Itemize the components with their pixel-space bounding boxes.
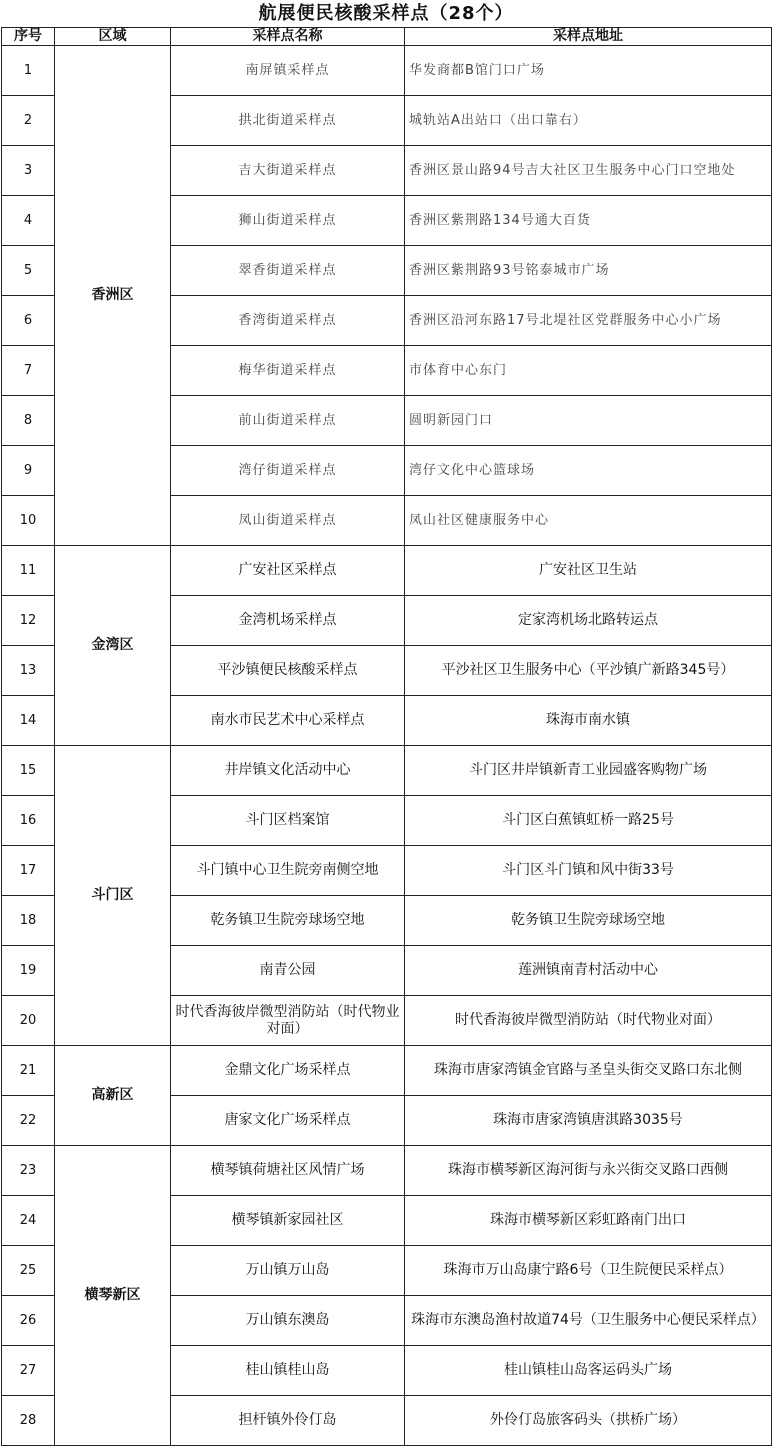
sampling-point-name: 南水市民艺术中心采样点 [171,696,405,746]
region-cell: 斗门区 [55,746,171,1046]
sampling-point-address: 时代香海彼岸微型消防站（时代物业对面） [405,996,772,1046]
row-seq: 4 [2,196,55,246]
sampling-point-name: 梅华街道采样点 [171,346,405,396]
table-row [2,1046,772,1096]
sampling-point-address: 斗门区井岸镇新青工业园盛客购物广场 [405,746,772,796]
sampling-point-address: 斗门区斗门镇和风中街33号 [405,846,772,896]
row-seq: 22 [2,1096,55,1146]
sampling-point-address: 莲洲镇南青村活动中心 [405,946,772,996]
sampling-point-address: 珠海市万山岛康宁路6号（卫生院便民采样点） [405,1246,772,1296]
sampling-point-name: 横琴镇新家园社区 [171,1196,405,1246]
sampling-point-name: 南屏镇采样点 [171,46,405,96]
row-seq: 3 [2,146,55,196]
table-title: 航展便民核酸采样点（28个） [258,3,514,24]
row-seq: 24 [2,1196,55,1246]
row-seq: 19 [2,946,55,996]
sampling-point-name: 凤山街道采样点 [171,496,405,546]
row-seq: 17 [2,846,55,896]
row-seq: 7 [2,346,55,396]
sampling-point-name: 时代香海彼岸微型消防站（时代物业对面） [171,996,405,1046]
sampling-point-address: 珠海市南水镇 [405,696,772,746]
sampling-point-name: 万山镇万山岛 [171,1246,405,1296]
sampling-point-address: 珠海市横琴新区海河街与永兴街交叉路口西侧 [405,1146,772,1196]
row-seq: 2 [2,96,55,146]
sampling-point-address: 凤山社区健康服务中心 [405,496,772,546]
sampling-point-name: 前山街道采样点 [171,396,405,446]
sampling-point-name: 乾务镇卫生院旁球场空地 [171,896,405,946]
sampling-point-name: 桂山镇桂山岛 [171,1346,405,1396]
region-cell: 金湾区 [55,546,171,746]
sampling-point-name: 唐家文化广场采样点 [171,1096,405,1146]
sampling-point-name: 拱北街道采样点 [171,96,405,146]
table-row [2,746,772,796]
sampling-point-address: 湾仔文化中心篮球场 [405,446,772,496]
sampling-point-address: 香洲区紫荆路93号铭泰城市广场 [405,246,772,296]
sampling-point-name: 横琴镇荷塘社区风情广场 [171,1146,405,1196]
sampling-points-table [1,27,772,1446]
sampling-point-name: 斗门镇中心卫生院旁南侧空地 [171,846,405,896]
sampling-point-name: 翠香街道采样点 [171,246,405,296]
sampling-point-name: 平沙镇便民核酸采样点 [171,646,405,696]
row-seq: 13 [2,646,55,696]
row-seq: 28 [2,1396,55,1446]
row-seq: 6 [2,296,55,346]
row-seq: 23 [2,1146,55,1196]
header-region: 区域 [55,28,171,46]
sampling-point-address: 香洲区沿河东路17号北堤社区党群服务中心小广场 [405,296,772,346]
sampling-point-address: 香洲区景山路94号吉大社区卫生服务中心门口空地处 [405,146,772,196]
sampling-point-address: 珠海市东澳岛渔村故道74号（卫生服务中心便民采样点） [405,1296,772,1346]
header-seq: 序号 [2,28,55,46]
row-seq: 27 [2,1346,55,1396]
sampling-point-address: 珠海市唐家湾镇金官路与圣皇头街交叉路口东北侧 [405,1046,772,1096]
sampling-point-name: 井岸镇文化活动中心 [171,746,405,796]
table-row [2,546,772,596]
sampling-point-address: 乾务镇卫生院旁球场空地 [405,896,772,946]
sampling-point-address: 斗门区白蕉镇虹桥一路25号 [405,796,772,846]
sampling-point-address: 城轨站A出站口（出口靠右） [405,96,772,146]
header-address: 采样点地址 [405,28,772,46]
row-seq: 1 [2,46,55,96]
row-seq: 18 [2,896,55,946]
sampling-point-name: 湾仔街道采样点 [171,446,405,496]
sampling-point-name: 南青公园 [171,946,405,996]
row-seq: 14 [2,696,55,746]
sampling-point-address: 香洲区紫荆路134号通大百货 [405,196,772,246]
row-seq: 20 [2,996,55,1046]
sampling-point-name: 狮山街道采样点 [171,196,405,246]
sampling-point-address: 华发商都B馆门口广场 [405,46,772,96]
sampling-point-address: 珠海市横琴新区彩虹路南门出口 [405,1196,772,1246]
header-row [2,28,772,46]
sampling-point-address: 外伶仃岛旅客码头（拱桥广场） [405,1396,772,1446]
sampling-point-name: 担杆镇外伶仃岛 [171,1396,405,1446]
sampling-point-address: 桂山镇桂山岛客运码头广场 [405,1346,772,1396]
table-row [2,46,772,96]
region-cell: 高新区 [55,1046,171,1146]
table-body [2,46,772,1446]
sampling-point-name: 香湾街道采样点 [171,296,405,346]
row-seq: 16 [2,796,55,846]
sampling-point-address: 广安社区卫生站 [405,546,772,596]
region-cell: 横琴新区 [55,1146,171,1446]
sampling-point-address: 圆明新园门口 [405,396,772,446]
row-seq: 26 [2,1296,55,1346]
row-seq: 12 [2,596,55,646]
header-name: 采样点名称 [171,28,405,46]
row-seq: 25 [2,1246,55,1296]
sampling-point-name: 吉大街道采样点 [171,146,405,196]
row-seq: 5 [2,246,55,296]
sampling-point-address: 市体育中心东门 [405,346,772,396]
table-row [2,1146,772,1196]
row-seq: 9 [2,446,55,496]
sampling-point-address: 珠海市唐家湾镇唐淇路3035号 [405,1096,772,1146]
sampling-point-name: 万山镇东澳岛 [171,1296,405,1346]
sampling-point-name: 金鼎文化广场采样点 [171,1046,405,1096]
sampling-point-address: 定家湾机场北路转运点 [405,596,772,646]
row-seq: 11 [2,546,55,596]
row-seq: 10 [2,496,55,546]
region-cell: 香洲区 [55,46,171,546]
sampling-point-name: 广安社区采样点 [171,546,405,596]
row-seq: 21 [2,1046,55,1096]
sampling-point-name: 金湾机场采样点 [171,596,405,646]
row-seq: 15 [2,746,55,796]
sampling-point-address: 平沙社区卫生服务中心（平沙镇广新路345号） [405,646,772,696]
sampling-point-name: 斗门区档案馆 [171,796,405,846]
row-seq: 8 [2,396,55,446]
